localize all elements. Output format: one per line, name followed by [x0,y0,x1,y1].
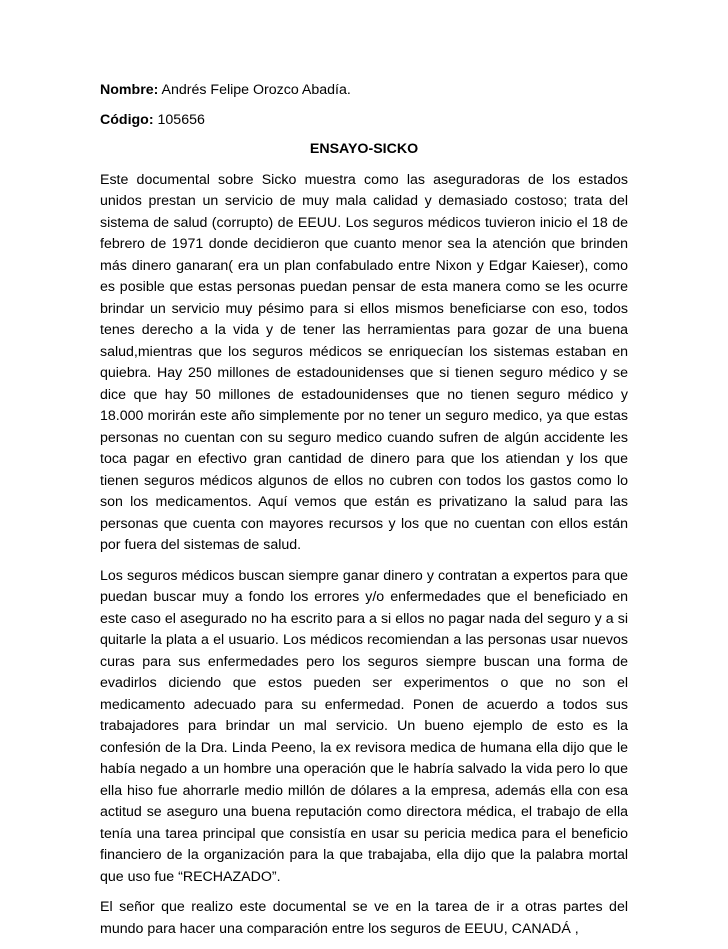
code-field [100,110,628,132]
code-label: Código: [100,111,154,128]
paragraph-2: Los seguros médicos buscan siempre ganar dinero y contratan a expertos para que puedan buscar muy a fondo los errores y/o enfermedades que el beneficiado en este caso el asegurado no ha escrito para a si ellos no pagar nada del seguro y a si quitarle la plata a el usuario. Los médicos recomiendan a las personas usar nuevos curas para sus enfermedades pero los seguros siempre buscan una forma de evadirlos diciendo que estos pueden ser experimentos o que no son el medicamento adecuado para su enfermedad. Ponen de acuerdo a todos sus trabajadores para brindar un mal servicio. Un bueno ejemplo de esto es la confesión de la Dra. Linda Peeno, la ex revisora medica de humana ella dijo que le había negado a un hombre una operación que le habría salvado la vida pero lo que ella hiso fue ahorrarle medio millón de dólares a la empresa, además ella con esa actitud se aseguro una buena reputación como directora médica, el trabajo de ella tenía una tarea principal que consistía en usar su pericia medica para el beneficio financiero de la organización para la que trabajaba, ella dijo que la palabra mortal que uso fue “RECHAZADO”. [100,567,628,885]
name-label: Nombre: [100,82,159,98]
name-value: Andrés Felipe Orozco Abadía. [161,82,351,98]
document-page [100,80,628,949]
document-title: ENSAYO-SICKO [309,141,419,157]
code-value: 105656 [157,111,205,128]
paragraph-1: Este documental sobre Sicko muestra como las aseguradoras de los estados unidos prestan un servicio de muy mala calidad y demasiado costoso; trata del sistema de salud (corrupto) de EEUU. Los seguros médicos tuvieron inicio el 18 de febrero de 1971 donde decidieron que cuanto menor sea la atención que brinden más dinero ganaran( era un plan confabulado entre Nixon y Edgar Kaieser), como es posible que estas personas puedan pensar de esta manera como se les ocurre brindar un servicio muy pésimo para si ellos mismos beneficiarse con eso, todos tenes derecho a la vida y de tener las herramientas para gozar de una buena salud,mientras que los seguros médicos se enriquecían los sistemas estaban en quiebra. Hay 250 millones de estadounidenses que si tienen seguro médico y se dice que hay 50 millones de estadounidenses que no tienen seguro médico y 18.000 morirán este año simplemente por no tener un seguro medico, ya que estas personas no cuentan con su seguro medico cuando sufren de algún accidente les toca pagar en efectivo gran cantidad de dinero para que los atiendan y los que tienen seguros médicos algunos de ellos no cubren con todos los gastos como lo son los medicamentos. Aquí vemos que están es privatizano la salud para las personas que cuenta con mayores recursos y los que no cuentan con ellos están por fuera del sistemas de salud. [100,171,628,553]
paragraph-3: El señor que realizo este documental se ve en la tarea de ir a otras partes del mundo para hacer una comparación entre los seguros de EEUU, CANADÁ , [100,899,628,937]
name-field [100,80,628,102]
